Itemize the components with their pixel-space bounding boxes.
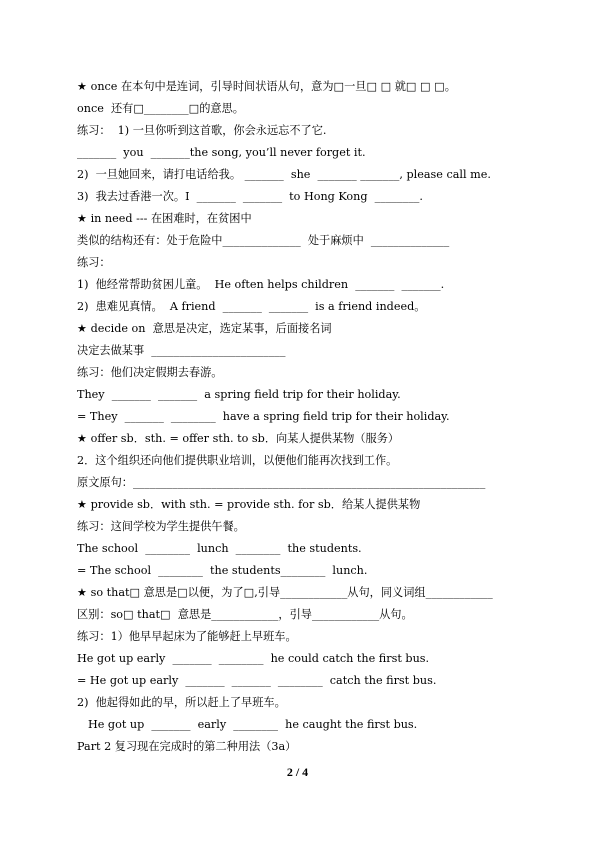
text-line: He got up early _______ ________ he could catch the first bus. (77, 652, 430, 665)
text-line: The school ________ lunch ________ the students. (77, 542, 362, 555)
text-line: 练习：他们决定假期去春游。 (77, 366, 223, 379)
text-line: 3) 我去过香港一次。I _______ _______ to Hong Kong ________. (77, 190, 423, 203)
text-line: 2) 他起得如此的早，所以赶上了早班车。 (77, 696, 286, 709)
text-line: ★ provide sb．with sth. = provide sth. for sb．给某人提供某物 (77, 498, 421, 511)
text-line: 1) 他经常帮助贫困儿童。 He often helps children _______ _______. (77, 278, 445, 291)
text-line: ★ in need --- 在困难时，在贫困中 (77, 212, 252, 225)
text-line: 区别：so□ that□ 意思是____________，引导____________从句。 (77, 608, 413, 621)
text-line: 练习： (77, 256, 111, 269)
text-line: He got up _______ early ________ he caught the first bus. (88, 718, 418, 731)
text-line: ★ so that□ 意思是□以便，为了□,引导____________从句，同义词组____________ (77, 586, 493, 599)
text-line: ★ offer sb．sth. = offer sth. to sb．向某人提供某物（服务） (77, 432, 400, 445)
text-line: 练习： 1) 一旦你听到这首歌，你会永远忘不了它. (77, 124, 327, 137)
text-line: 决定去做某事 ________________________ (77, 344, 286, 357)
text-line: 练习：这间学校为学生提供午餐。 (77, 520, 245, 533)
text-line: = They _______ ________ have a spring field trip for their holiday. (77, 410, 450, 423)
text-line: 2) 患难见真情。 A friend _______ _______ is a friend indeed。 (77, 300, 426, 313)
text-line: Part 2 复习现在完成时的第二种用法（3a） (77, 740, 297, 753)
text-line: 2) 一旦她回来，请打电话给我。 _______ she _______ _______, please call me. (77, 168, 491, 181)
text-line: ★ once 在本句中是连词，引导时间状语从句，意为□一旦□ □ 就□ □ □。 (77, 80, 456, 93)
text-line: once 还有□________□的意思。 (77, 102, 244, 115)
text-line: 2．这个组织还向他们提供职业培训，以便他们能再次找到工作。 (77, 454, 398, 467)
text-line: 练习：1）他早早起床为了能够赶上早班车。 (77, 630, 297, 643)
text-line: 类似的结构还有：处于危险中______________ 处于麻烦中 ______________ (77, 234, 450, 247)
page-number: 2 / 4 (286, 765, 309, 779)
text-line: _______ you _______the song, you’ll never forget it. (77, 146, 366, 159)
text-line: 原文原句：_______________________________________________________________ (77, 476, 486, 489)
text-line: ★ decide on 意思是决定，选定某事，后面接名词 (77, 322, 332, 335)
text-line: = He got up early _______ _______ ________ catch the first bus. (77, 674, 437, 687)
text-line: They _______ _______ a spring field trip for their holiday. (77, 388, 401, 401)
text-line: = The school ________ the students________ lunch. (77, 564, 368, 577)
